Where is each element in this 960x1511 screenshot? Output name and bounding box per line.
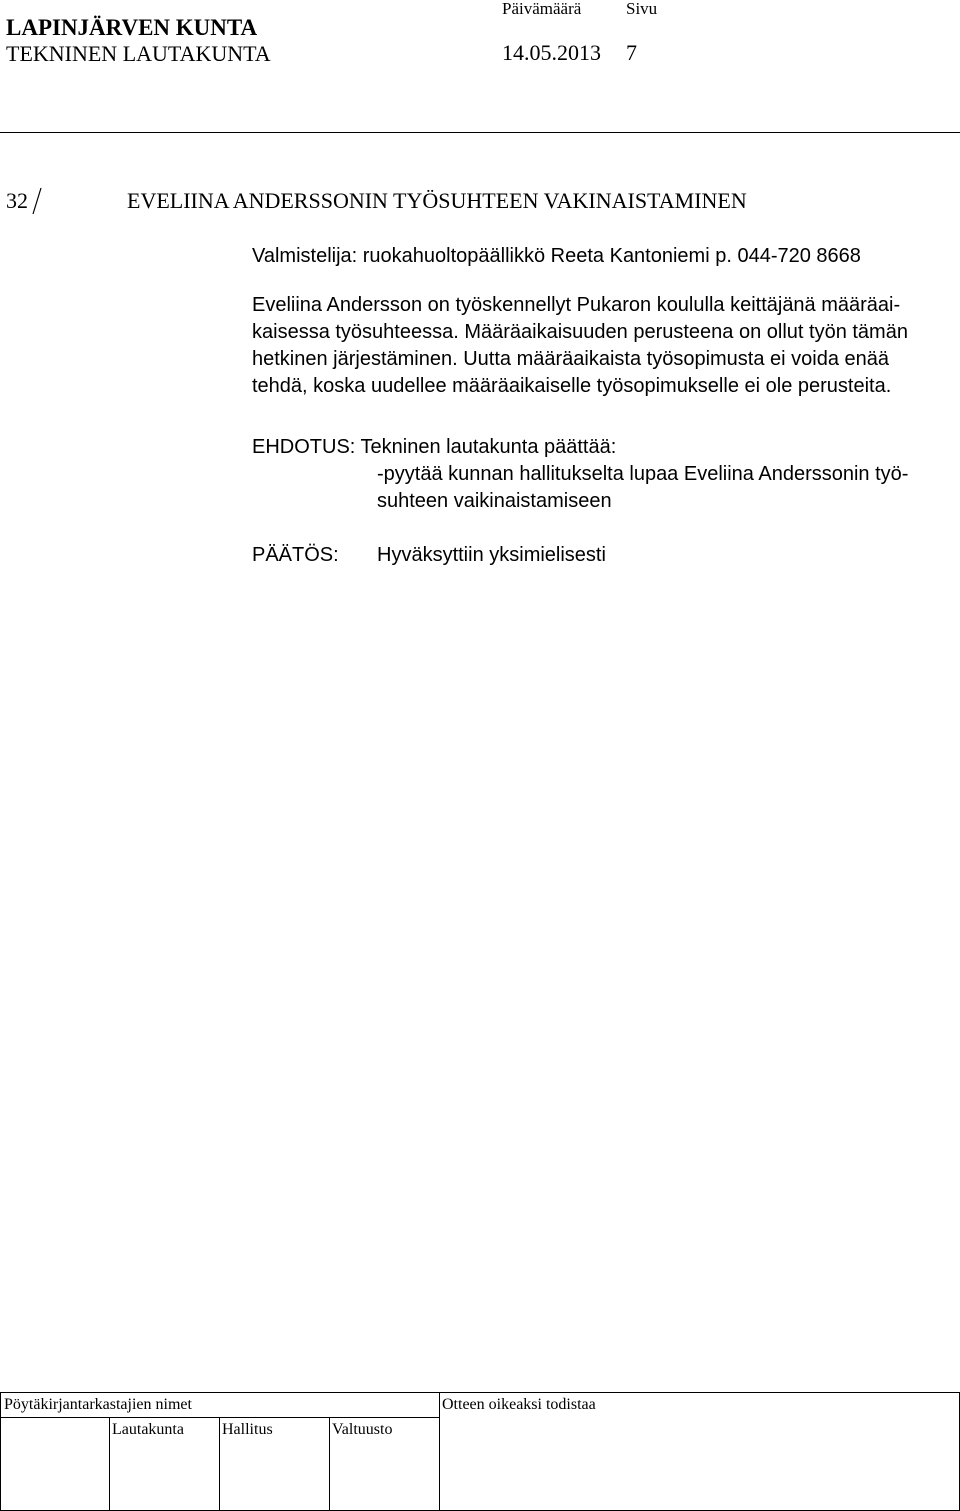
section-sign-icon	[31, 186, 43, 216]
organization-name: LAPINJÄRVEN KUNTA	[6, 15, 258, 40]
header-divider	[0, 132, 960, 133]
section-number: 32	[6, 188, 28, 213]
page-number: 7	[626, 40, 637, 65]
footer-row-divider	[1, 1417, 439, 1418]
decision-label: PÄÄTÖS:	[252, 544, 339, 566]
decision-value: Hyväksyttiin yksimielisesti	[377, 544, 606, 566]
column-hallitus: Hallitus	[222, 1421, 273, 1438]
column-lautakunta: Lautakunta	[112, 1421, 184, 1438]
page-label: Sivu	[626, 0, 658, 18]
signers-label: Pöytäkirjantarkastajien nimet	[4, 1396, 192, 1413]
certify-label: Otteen oikeaksi todistaa	[442, 1396, 596, 1413]
footer-column-divider	[219, 1417, 220, 1510]
proposal-item	[377, 461, 908, 515]
proposal-label: EHDOTUS: Tekninen lautakunta päättää:	[252, 436, 617, 458]
proposal-line: -pyytää kunnan hallitukselta lupaa Eveliina Anderssonin työ-	[377, 463, 909, 485]
preparer-line: Valmistelija: ruokahuoltopäällikkö Reeta Kantoniemi p. 044-720 8668	[252, 245, 861, 267]
body-paragraph	[252, 292, 942, 400]
footer-column-divider	[329, 1417, 330, 1510]
committee-name: TEKNINEN LAUTAKUNTA	[6, 41, 271, 66]
date-label: Päivämäärä	[502, 0, 582, 18]
footer-column-divider	[439, 1393, 440, 1510]
footer-column-divider	[109, 1417, 110, 1510]
paragraph-line: kaisessa työsuhteessa. Määräaikaisuuden perusteena on ollut työn tämän	[252, 321, 908, 343]
paragraph-line: tehdä, koska uudellee määräaikaiselle työsopimukselle ei ole perusteita.	[252, 375, 892, 397]
section-title: EVELIINA ANDERSSONIN TYÖSUHTEEN VAKINAISTAMINEN	[127, 188, 747, 213]
proposal-line: suhteen vaikinaistamiseen	[377, 490, 612, 512]
column-valtuusto: Valtuusto	[332, 1421, 393, 1438]
paragraph-line: Eveliina Andersson on työskennellyt Pukaron koululla keittäjänä määräai-	[252, 294, 901, 316]
paragraph-line: hetkinen järjestäminen. Uutta määräaikaista työsopimusta ei voida enää	[252, 348, 890, 370]
footer-signature-table	[0, 1392, 960, 1511]
date-value: 14.05.2013	[502, 40, 601, 65]
